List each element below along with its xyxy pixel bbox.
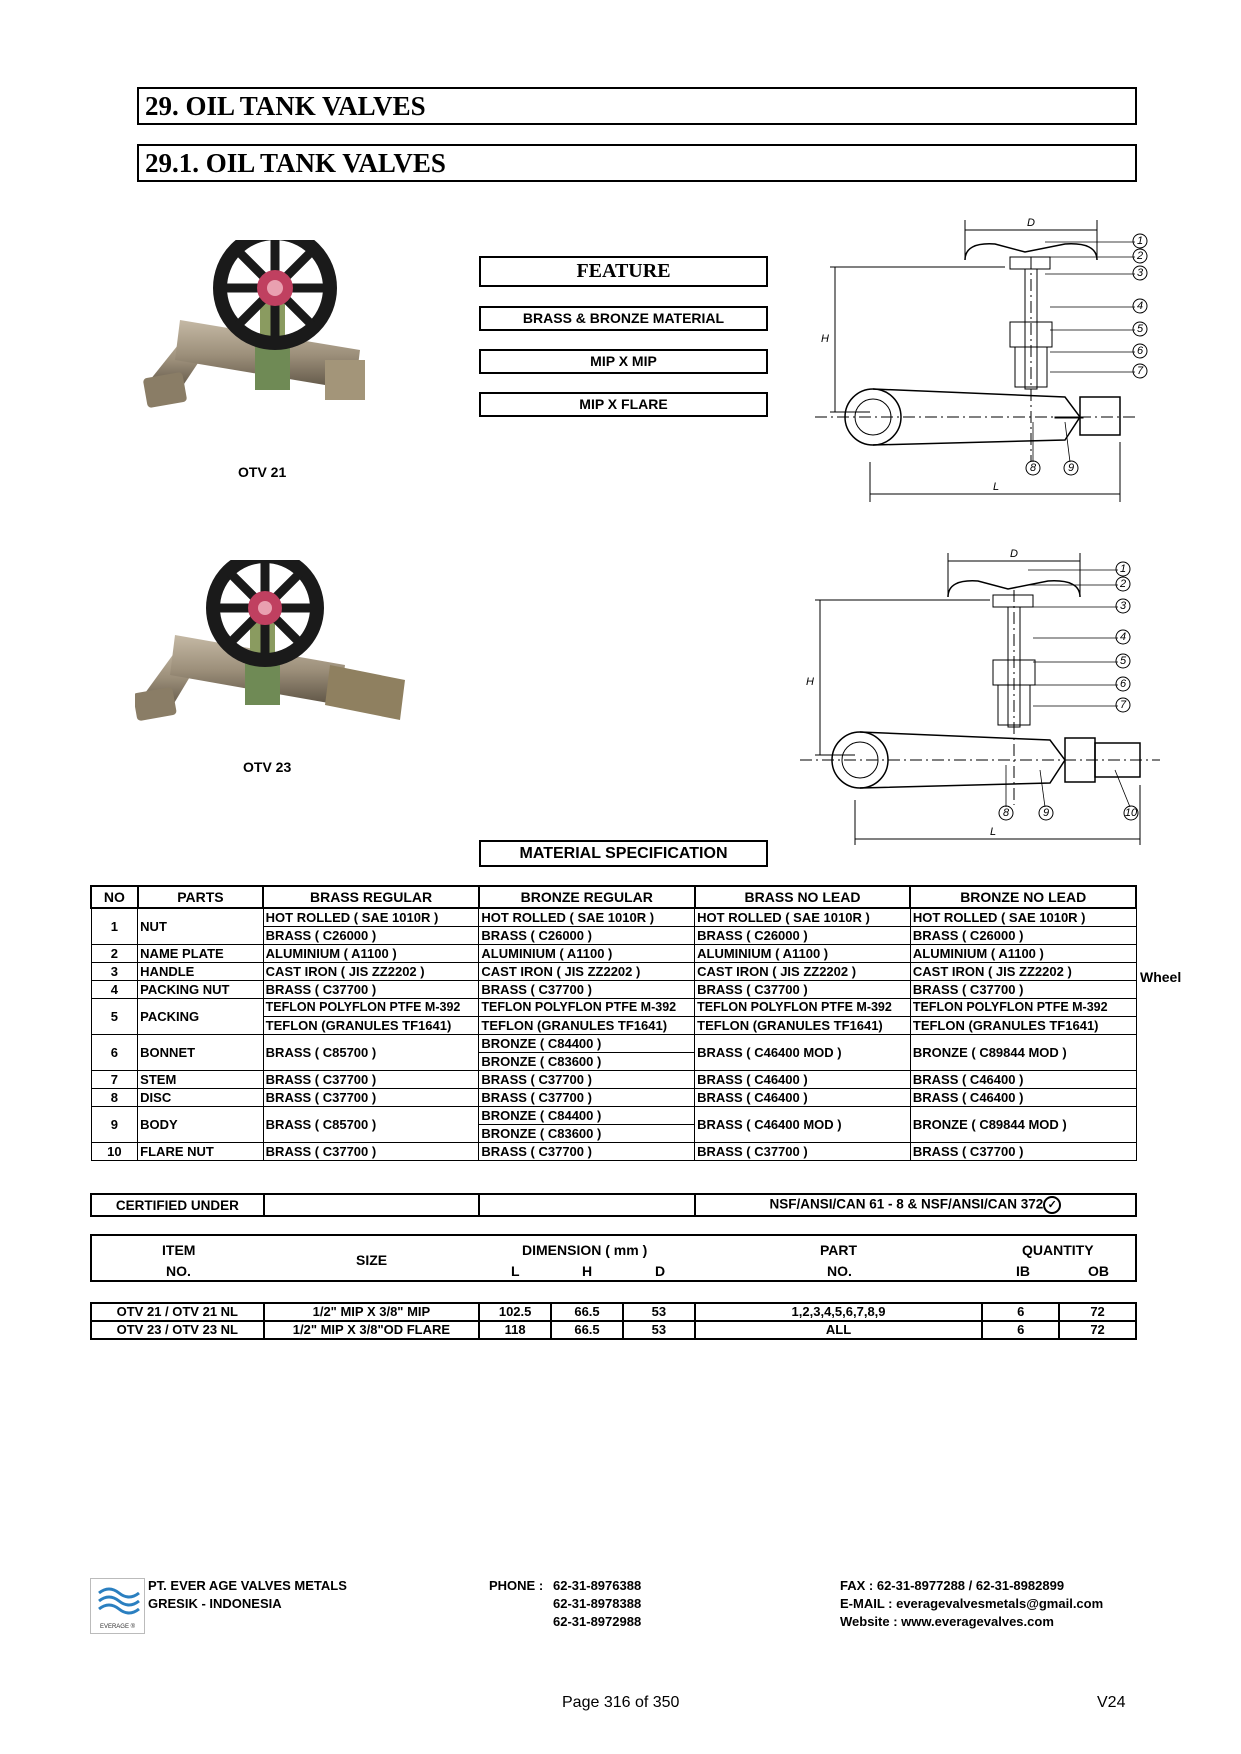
otv21-callout: 4	[1136, 300, 1144, 312]
table-row	[91, 963, 1136, 981]
material-cell: ALUMINIUM ( A1100 )	[910, 945, 1136, 963]
section-title: 29. OIL TANK VALVES	[137, 87, 1137, 125]
qty-ob: 72	[1059, 1321, 1136, 1339]
certification-blank	[479, 1194, 695, 1216]
certification-table	[90, 1193, 1137, 1217]
table-row	[91, 1321, 1136, 1339]
header-no: NO	[91, 886, 138, 908]
material-cell: BRASS ( C37700 )	[695, 1143, 911, 1161]
company-location: GRESIK - INDONESIA	[148, 1596, 282, 1611]
material-cell: BRASS ( C46400 MOD )	[695, 1107, 911, 1143]
wheel-note: Wheel	[1140, 969, 1182, 985]
header-qty-ob: OB	[1088, 1263, 1109, 1279]
material-cell: BRONZE ( C89844 MOD )	[910, 1035, 1136, 1071]
material-spec-table	[90, 885, 1137, 1161]
material-cell: BRASS ( C37700 )	[263, 1071, 479, 1089]
phone-number: 62-31-8972988	[553, 1614, 642, 1629]
header-brass-regular: BRASS REGULAR	[263, 886, 479, 908]
dim-d: 53	[623, 1321, 695, 1339]
qty-ib: 6	[982, 1303, 1059, 1321]
otv21-callout: 7	[1136, 365, 1144, 377]
material-cell: BRASS ( C37700 )	[910, 1143, 1136, 1161]
header-dim-l: L	[511, 1263, 520, 1279]
material-cell: HOT ROLLED ( SAE 1010R )	[910, 908, 1136, 927]
dim-h: 66.5	[551, 1303, 623, 1321]
table-row	[91, 1035, 1136, 1053]
wave-logo-icon	[91, 1579, 144, 1619]
table-row	[91, 1089, 1136, 1107]
material-cell: BRASS ( C46400 )	[910, 1071, 1136, 1089]
row-no: 9	[91, 1107, 138, 1143]
row-part: FLARE NUT	[138, 1143, 264, 1161]
material-cell: BRASS ( C46400 )	[695, 1089, 911, 1107]
part-no: 1,2,3,4,5,6,7,8,9	[695, 1303, 983, 1321]
table-row	[91, 1303, 1136, 1321]
page-number: Page 316 of 350	[562, 1694, 680, 1711]
material-cell: BRASS ( C37700 )	[479, 1143, 695, 1161]
fax: FAX : 62-31-8977288 / 62-31-8982899	[840, 1578, 1065, 1593]
version: V24	[1097, 1694, 1126, 1711]
material-cell: BRASS ( C26000 )	[263, 927, 479, 945]
material-cell: BRONZE ( C84400 )	[479, 1107, 695, 1125]
material-cell: BRONZE ( C84400 )	[479, 1035, 695, 1053]
otv23-photo	[135, 560, 415, 760]
table-row	[91, 1071, 1136, 1089]
material-cell: BRASS ( C37700 )	[910, 981, 1136, 999]
header-part: PART	[820, 1242, 858, 1258]
company-logo	[90, 1578, 145, 1634]
header-dim-h: H	[582, 1263, 593, 1279]
material-cell: CAST IRON ( JIS ZZ2202 )	[910, 963, 1136, 981]
row-no: 5	[91, 999, 138, 1035]
otv23-dim-d: D	[1010, 548, 1018, 560]
row-no: 7	[91, 1071, 138, 1089]
row-no: 4	[91, 981, 138, 999]
material-spec-title: MATERIAL SPECIFICATION	[479, 840, 768, 867]
feature-item-mip-mip: MIP X MIP	[479, 349, 768, 374]
otv21-callout: 8	[1029, 462, 1037, 474]
material-cell: HOT ROLLED ( SAE 1010R )	[263, 908, 479, 927]
otv21-callout: 2	[1136, 250, 1144, 262]
material-cell: BRASS ( C37700 )	[263, 1143, 479, 1161]
otv23-drawing	[800, 545, 1170, 855]
material-cell: TEFLON POLYFLON PTFE M-392	[263, 999, 479, 1017]
company-name: PT. EVER AGE VALVES METALS	[148, 1578, 347, 1593]
otv21-dim-h: H	[821, 333, 829, 345]
website: Website : www.everagevalves.com	[840, 1614, 1054, 1629]
material-cell: TEFLON POLYFLON PTFE M-392	[479, 999, 695, 1017]
material-cell: BRASS ( C37700 )	[695, 981, 911, 999]
dim-d: 53	[623, 1303, 695, 1321]
otv23-callout: 1	[1119, 563, 1127, 575]
part-no: ALL	[695, 1321, 983, 1339]
otv23-callout: 6	[1119, 678, 1127, 690]
row-part: PACKING NUT	[138, 981, 264, 999]
header-dimension: DIMENSION ( mm )	[522, 1242, 648, 1258]
material-cell: BRASS ( C37700 )	[479, 1089, 695, 1107]
check-seal-icon: ✓	[1043, 1196, 1061, 1214]
row-part: HANDLE	[138, 963, 264, 981]
material-cell: ALUMINIUM ( A1100 )	[263, 945, 479, 963]
header-size: SIZE	[356, 1252, 388, 1268]
material-cell: BRASS ( C85700 )	[263, 1035, 479, 1071]
material-cell: BRONZE ( C83600 )	[479, 1053, 695, 1071]
material-cell: TEFLON (GRANULES TF1641)	[910, 1017, 1136, 1035]
otv21-drawing	[815, 212, 1175, 512]
table-row	[91, 1107, 1136, 1125]
certification-blank	[264, 1194, 480, 1216]
qty-ib: 6	[982, 1321, 1059, 1339]
material-cell: TEFLON (GRANULES TF1641)	[695, 1017, 911, 1035]
header-item: ITEM	[162, 1242, 196, 1258]
table-row	[91, 981, 1136, 999]
table-row	[91, 908, 1136, 927]
material-cell: TEFLON (GRANULES TF1641)	[263, 1017, 479, 1035]
contact-info	[840, 1577, 1103, 1631]
row-no: 6	[91, 1035, 138, 1071]
material-cell: BRASS ( C46400 MOD )	[695, 1035, 911, 1071]
table-row	[91, 945, 1136, 963]
header-parts: PARTS	[138, 886, 264, 908]
logo-text: EVERAGE ®	[99, 1624, 136, 1630]
size: 1/2" MIP X 3/8" MIP	[264, 1303, 480, 1321]
material-cell: BRASS ( C37700 )	[263, 1089, 479, 1107]
row-part: PACKING	[138, 999, 264, 1035]
company-info	[148, 1577, 347, 1613]
phone-number: 62-31-8976388	[553, 1578, 642, 1593]
subsection-title: 29.1. OIL TANK VALVES	[137, 144, 1137, 182]
material-cell: TEFLON POLYFLON PTFE M-392	[910, 999, 1136, 1017]
phone-number: 62-31-8978388	[553, 1596, 642, 1611]
material-cell: BRASS ( C26000 )	[695, 927, 911, 945]
dim-l: 102.5	[479, 1303, 551, 1321]
certification-value	[695, 1194, 1136, 1216]
material-cell: BRONZE ( C83600 )	[479, 1125, 695, 1143]
otv23-callout: 4	[1119, 631, 1127, 643]
row-no: 3	[91, 963, 138, 981]
row-no: 8	[91, 1089, 138, 1107]
certified-under-label: CERTIFIED UNDER	[91, 1194, 264, 1216]
material-cell: TEFLON POLYFLON PTFE M-392	[695, 999, 911, 1017]
otv23-label: OTV 23	[243, 759, 292, 775]
material-cell: BRASS ( C37700 )	[479, 981, 695, 999]
row-part: DISC	[138, 1089, 264, 1107]
otv23-dim-l: L	[990, 826, 997, 838]
table-row	[91, 999, 1136, 1017]
material-cell: CAST IRON ( JIS ZZ2202 )	[695, 963, 911, 981]
email: E-MAIL : everagevalvesmetals@gmail.com	[840, 1596, 1104, 1611]
row-no: 1	[91, 908, 138, 945]
header-part-no: NO.	[827, 1263, 852, 1279]
feature-title: FEATURE	[479, 256, 768, 287]
material-cell: BRASS ( C46400 )	[695, 1071, 911, 1089]
otv21-dim-d: D	[1027, 217, 1035, 229]
dimension-table	[90, 1302, 1137, 1340]
otv21-photo	[140, 240, 400, 460]
material-cell: BRASS ( C37700 )	[479, 1071, 695, 1089]
otv23-callout: 10	[1124, 807, 1138, 819]
header-bronze-no-lead: BRONZE NO LEAD	[910, 886, 1136, 908]
certification-text: NSF/ANSI/CAN 61 - 8 & NSF/ANSI/CAN 372	[769, 1196, 1044, 1212]
otv23-callout: 8	[1002, 807, 1010, 819]
header-dim-d: D	[655, 1263, 666, 1279]
dim-h: 66.5	[551, 1321, 623, 1339]
header-brass-no-lead: BRASS NO LEAD	[695, 886, 911, 908]
otv23-callout: 5	[1119, 655, 1127, 667]
dim-l: 118	[479, 1321, 551, 1339]
feature-item-mip-flare: MIP X FLARE	[479, 392, 768, 417]
otv21-callout: 9	[1067, 462, 1075, 474]
otv21-callout: 5	[1136, 323, 1144, 335]
otv21-label: OTV 21	[238, 464, 287, 480]
table-header-row	[91, 886, 1136, 908]
row-part: NAME PLATE	[138, 945, 264, 963]
material-cell: HOT ROLLED ( SAE 1010R )	[479, 908, 695, 927]
material-cell: HOT ROLLED ( SAE 1010R )	[695, 908, 911, 927]
header-qty-ib: IB	[1016, 1263, 1030, 1279]
row-part: BODY	[138, 1107, 264, 1143]
otv21-callout: 6	[1136, 345, 1144, 357]
material-cell: BRASS ( C85700 )	[263, 1107, 479, 1143]
material-cell: CAST IRON ( JIS ZZ2202 )	[479, 963, 695, 981]
material-cell: BRASS ( C37700 )	[263, 981, 479, 999]
header-bronze-regular: BRONZE REGULAR	[479, 886, 695, 908]
otv21-dim-l: L	[993, 481, 1000, 493]
table-row	[91, 1143, 1136, 1161]
row-part: STEM	[138, 1071, 264, 1089]
material-cell: ALUMINIUM ( A1100 )	[479, 945, 695, 963]
item-no: OTV 21 / OTV 21 NL	[91, 1303, 264, 1321]
header-quantity: QUANTITY	[1022, 1242, 1094, 1258]
material-cell: BRASS ( C26000 )	[479, 927, 695, 945]
otv21-callout: 1	[1136, 235, 1144, 247]
item-no: OTV 23 / OTV 23 NL	[91, 1321, 264, 1339]
row-no: 10	[91, 1143, 138, 1161]
otv21-callout: 3	[1136, 267, 1144, 279]
material-cell: BRASS ( C46400 )	[910, 1089, 1136, 1107]
phone-label: PHONE :	[489, 1578, 544, 1593]
otv23-callout: 7	[1119, 699, 1127, 711]
material-cell: BRONZE ( C89844 MOD )	[910, 1107, 1136, 1143]
otv23-callout: 3	[1119, 600, 1127, 612]
otv23-callout: 2	[1119, 578, 1127, 590]
phone-list	[553, 1577, 641, 1631]
row-part: BONNET	[138, 1035, 264, 1071]
material-cell: TEFLON (GRANULES TF1641)	[479, 1017, 695, 1035]
otv23-callout: 9	[1042, 807, 1050, 819]
header-item-no: NO.	[166, 1263, 191, 1279]
material-cell: CAST IRON ( JIS ZZ2202 )	[263, 963, 479, 981]
row-part: NUT	[138, 908, 264, 945]
size: 1/2" MIP X 3/8"OD FLARE	[264, 1321, 480, 1339]
qty-ob: 72	[1059, 1303, 1136, 1321]
otv23-dim-h: H	[806, 676, 814, 688]
dimension-table-header	[90, 1234, 1137, 1282]
material-cell: BRASS ( C26000 )	[910, 927, 1136, 945]
material-cell: ALUMINIUM ( A1100 )	[695, 945, 911, 963]
feature-item-material: BRASS & BRONZE MATERIAL	[479, 306, 768, 331]
row-no: 2	[91, 945, 138, 963]
